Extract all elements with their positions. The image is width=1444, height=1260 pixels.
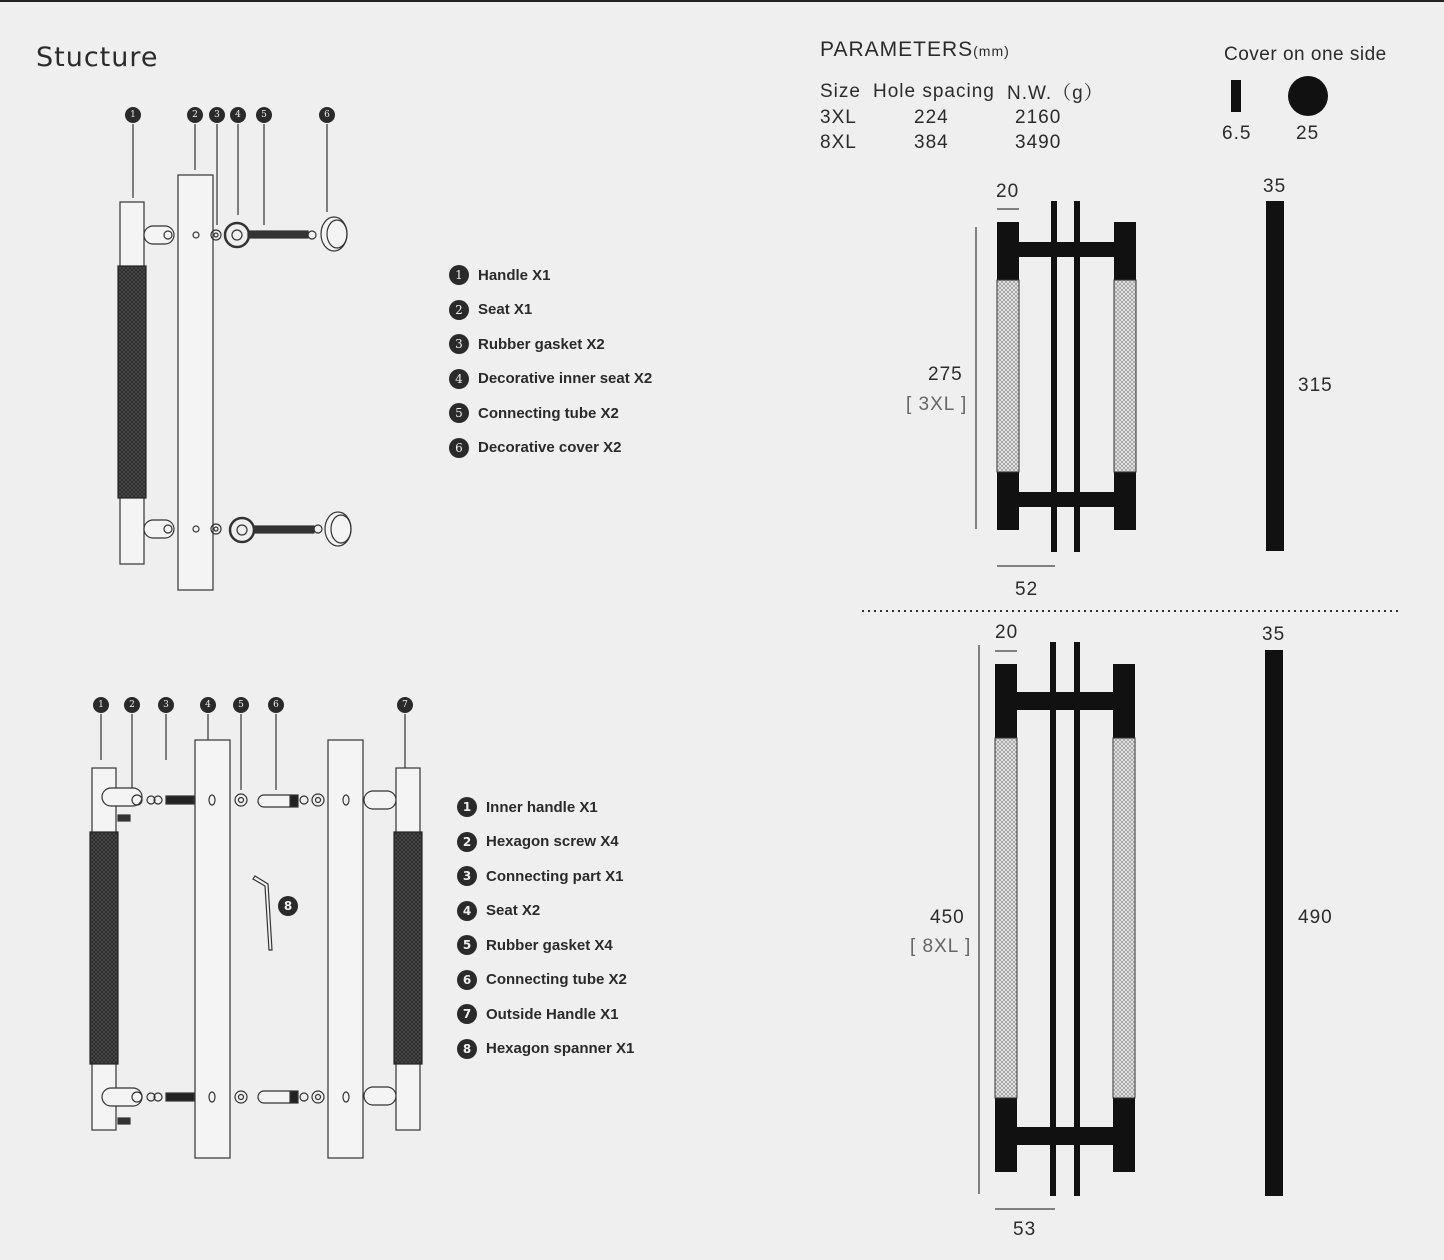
legend-number: 8 [457,1039,477,1059]
legend-label: Connecting tube X2 [478,404,619,422]
legend-number: 1 [449,265,469,285]
exploded-diagram-1 [118,124,351,590]
callout-badge: 3 [158,697,174,713]
legend-label: Inner handle X1 [486,798,598,816]
legend-label: Handle X1 [478,266,551,284]
legend-label: Rubber gasket X2 [478,335,605,353]
legend-label: Connecting part X1 [486,867,624,885]
table-cell: 3490 [1015,131,1062,153]
table-cell: 2160 [1015,106,1062,128]
parameters-heading: PARAMETERS [820,38,974,61]
dim-bar-length-3xl: 315 [1298,375,1333,396]
dim-height-3xl: 275 [928,364,963,385]
parts-legend-1 [449,264,652,471]
legend-number: 5 [449,403,469,423]
cover-title: Cover on one side [1224,44,1387,65]
cover-diameter: 25 [1296,123,1320,144]
callout-badge: 6 [268,697,284,713]
structure-title: Stucture [36,42,159,73]
legend-label: Hexagon screw X4 [486,833,619,850]
legend-label: Decorative cover X2 [478,439,622,456]
cover-thickness: 6.5 [1222,123,1252,144]
callout-badge: 3 [209,107,225,123]
callout-badge: 5 [233,697,249,713]
cover-front-icon [1288,76,1328,116]
table-cell: 224 [914,106,949,128]
legend-number: 7 [457,1004,477,1024]
callout-badge: 4 [230,107,246,123]
legend-item [449,368,652,390]
legend-label: Seat X1 [478,301,533,318]
legend-number: 2 [449,300,469,320]
dim-height-8xl: 450 [930,907,965,928]
callout-badge: 5 [256,107,272,123]
legend-label: Hexagon spanner X1 [486,1040,635,1057]
cover-side-icon [1231,80,1241,112]
legend-item [449,264,652,286]
legend-item [457,969,634,991]
dim-bar-length-8xl: 490 [1298,907,1333,928]
table-cell: 8XL [820,131,857,153]
parts-legend-2 [457,796,634,1072]
size-tag-3xl: [ 3XL ] [906,394,968,415]
dim-depth-3xl: 52 [1015,579,1039,600]
table-row [820,130,1104,155]
table-cell: 3XL [820,106,857,128]
dim-depth-8xl: 53 [1013,1219,1037,1240]
size-tag-8xl: [ 8XL ] [910,936,972,957]
parameters-table [820,78,1104,155]
legend-label: Decorative inner seat X2 [478,370,653,387]
table-header: Hole spacing [873,80,995,102]
table-cell: 384 [914,131,949,153]
legend-item [457,1003,634,1025]
legend-number: 4 [457,901,477,921]
exploded-diagram-2 [90,714,422,1158]
dim-bar-width-8xl: 35 [1262,624,1286,645]
legend-item [457,865,634,887]
legend-number: 6 [457,970,477,990]
legend-number: 2 [457,832,477,852]
legend-number: 6 [449,438,469,458]
legend-item [449,402,652,424]
parameters-unit: (mm) [973,43,1010,59]
parameters-title [820,38,1010,62]
legend-label: Seat X2 [486,902,541,919]
legend-number: 4 [449,369,469,389]
legend-item [457,900,634,922]
table-header-row [820,78,1104,105]
legend-label: Connecting tube X2 [486,971,627,988]
legend-number: 3 [449,334,469,354]
dimension-drawing-3xl [976,201,1284,566]
legend-number: 3 [457,866,477,886]
callout-badge: 2 [124,697,140,713]
legend-label: Outside Handle X1 [486,1005,619,1023]
legend-item [457,934,634,956]
legend-item [457,1038,634,1060]
dim-top-width-8xl: 20 [995,622,1019,643]
legend-item [457,796,634,818]
table-header: Size [820,80,861,102]
callout-badge: 4 [200,697,216,713]
table-row [820,105,1104,130]
legend-number: 1 [457,797,477,817]
legend-number: 5 [457,935,477,955]
dim-top-width-3xl: 20 [996,181,1020,202]
callout-badge: 1 [125,107,141,123]
spanner-callout: 8 [278,896,298,916]
legend-item [449,299,652,321]
callout-badge: 1 [93,697,109,713]
dim-bar-width-3xl: 35 [1263,176,1287,197]
legend-item [449,437,652,459]
legend-item [449,333,652,355]
dimension-drawing-8xl [979,642,1283,1209]
legend-item [457,831,634,853]
callout-badge: 7 [397,697,413,713]
legend-label: Rubber gasket X4 [486,936,613,954]
callout-badge: 2 [187,107,203,123]
table-header: N.W.（g） [1007,83,1104,104]
callout-badge: 6 [319,107,335,123]
